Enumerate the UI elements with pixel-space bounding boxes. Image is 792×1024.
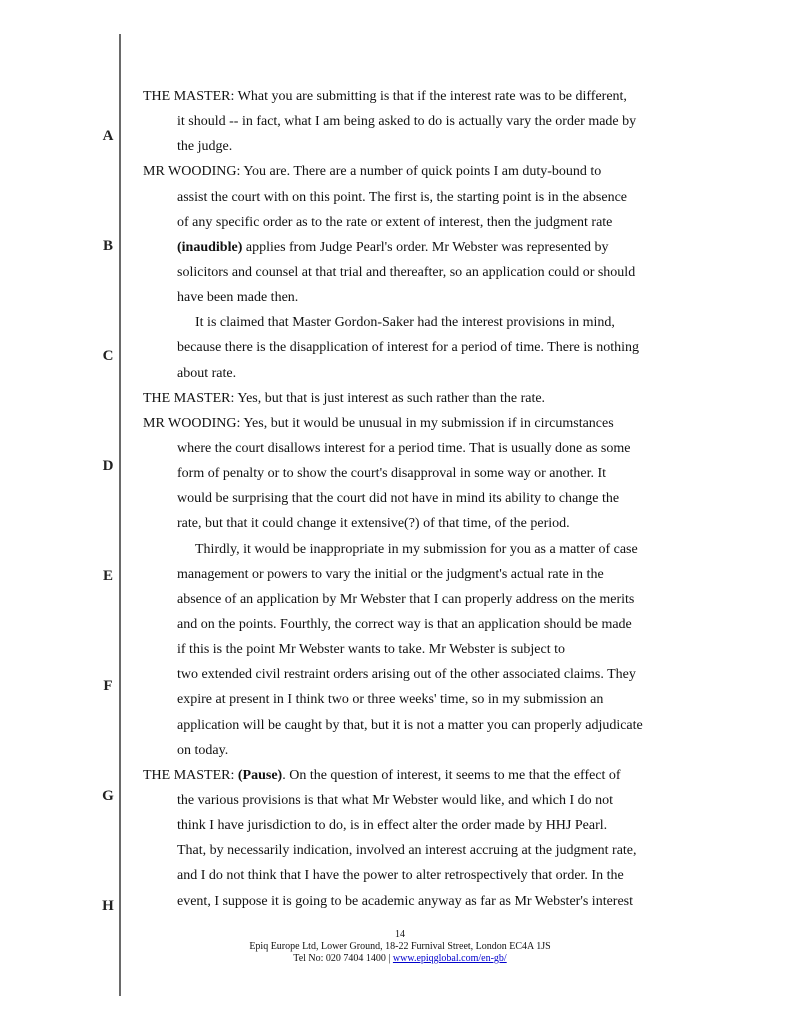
transcript-text: form of penalty or to show the court's disapproval in some way or another. It bbox=[177, 466, 607, 482]
transcript-line bbox=[143, 889, 683, 914]
margin-letter-b: B bbox=[102, 238, 113, 254]
transcript-text: expire at present in I think two or three weeks' time, so in my submission an bbox=[177, 692, 604, 708]
transcript-line bbox=[143, 511, 683, 536]
transcript-line bbox=[143, 713, 683, 738]
margin-letter-f: F bbox=[103, 678, 113, 694]
transcript-text: the judge. bbox=[177, 139, 233, 155]
transcript-text: the various provisions is that what Mr Webster would like, and which I do not bbox=[177, 792, 614, 808]
transcript-annotation: (Pause) bbox=[237, 767, 283, 783]
contact-line bbox=[150, 953, 650, 965]
transcript-text: THE MASTER: bbox=[143, 767, 238, 783]
transcript-text: rate, but that it could change it extensive(?) of that time, of the period. bbox=[177, 516, 570, 532]
transcript-text: MR WOODING: Yes, but it would be unusual in my submission if in circumstances bbox=[143, 415, 614, 431]
website-link[interactable]: www.epiqglobal.com/en-gb/ bbox=[392, 953, 507, 964]
transcript-text: solicitors and counsel at that trial and thereafter, so an application could or should bbox=[177, 264, 636, 280]
speaker-line bbox=[143, 84, 683, 109]
speaker-line bbox=[143, 159, 683, 184]
margin-letter-h: H bbox=[102, 898, 114, 914]
transcript-line bbox=[143, 361, 683, 386]
transcript-line bbox=[143, 838, 683, 863]
transcript-line bbox=[143, 662, 683, 687]
margin-letter-d: D bbox=[102, 458, 114, 474]
transcript-line bbox=[143, 185, 683, 210]
telephone-text: Tel No: 020 7404 1400 | bbox=[293, 953, 393, 964]
margin-letter-g: G bbox=[102, 788, 114, 804]
transcript-text: it should -- in fact, what I am being asked to do is actually vary the order made by bbox=[177, 114, 637, 130]
transcript-text: because there is the disapplication of interest for a period of time. There is nothing bbox=[177, 340, 639, 356]
margin-rule bbox=[119, 34, 121, 996]
transcript-line bbox=[143, 310, 683, 335]
page-number: 14 bbox=[395, 929, 405, 940]
transcript-line bbox=[143, 285, 683, 310]
transcript-text: on today. bbox=[177, 742, 229, 758]
transcript-text: MR WOODING: You are. There are a number of quick points I am duty-bound to bbox=[143, 164, 602, 180]
transcript-line bbox=[143, 738, 683, 763]
transcript-line bbox=[143, 687, 683, 712]
transcript-text: event, I suppose it is going to be academic anyway as far as Mr Webster's interest bbox=[177, 893, 634, 909]
transcript-text: if this is the point Mr Webster wants to take. Mr Webster is subject to bbox=[177, 642, 566, 658]
transcript-line bbox=[143, 335, 683, 360]
transcript-text: would be surprising that the court did not have in mind its ability to change the bbox=[177, 491, 620, 507]
transcript-text: think I have jurisdiction to do, is in effect alter the order made by HHJ Pearl. bbox=[177, 818, 608, 834]
transcript-line bbox=[143, 863, 683, 888]
transcript-text: and I do not think that I have the power to alter retrospectively that order. In the bbox=[177, 868, 624, 884]
margin-letter-a: A bbox=[102, 128, 114, 144]
transcript-annotation: (inaudible) bbox=[177, 239, 243, 255]
transcript-text: absence of an application by Mr Webster that I can properly address on the merits bbox=[177, 591, 635, 607]
transcript-line bbox=[143, 109, 683, 134]
transcript-text: have been made then. bbox=[177, 290, 299, 306]
transcript-text: of any specific order as to the rate or extent of interest, then the judgment rate bbox=[177, 214, 613, 230]
speaker-line bbox=[143, 411, 683, 436]
transcript-line bbox=[143, 612, 683, 637]
transcript-text: That, by necessarily indication, involved an interest accruing at the judgment rate, bbox=[177, 843, 637, 859]
transcript-line bbox=[143, 788, 683, 813]
transcript-line bbox=[143, 260, 683, 285]
transcript-line bbox=[143, 637, 683, 662]
transcript-text: management or powers to vary the initial or the judgment's actual rate in the bbox=[177, 566, 604, 582]
transcript-line bbox=[143, 486, 683, 511]
transcript-line bbox=[143, 436, 683, 461]
speaker-line bbox=[143, 763, 683, 788]
company-address: Epiq Europe Ltd, Lower Ground, 18-22 Furnival Street, London EC4A 1JS bbox=[249, 941, 551, 952]
transcript-line bbox=[143, 813, 683, 838]
transcript-text: . On the question of interest, it seems to me that the effect of bbox=[282, 767, 621, 783]
transcript-text: assist the court with on this point. The first is, the starting point is in the absence bbox=[177, 189, 628, 205]
transcript-text: THE MASTER: Yes, but that is just interest as such rather than the rate. bbox=[143, 390, 546, 406]
transcript-text: It is claimed that Master Gordon-Saker had the interest provisions in mind, bbox=[195, 315, 615, 331]
transcript-line bbox=[143, 537, 683, 562]
transcript-line bbox=[143, 587, 683, 612]
transcript-body bbox=[143, 84, 683, 914]
transcript-line bbox=[143, 461, 683, 486]
transcript-text: where the court disallows interest for a period time. That is usually done as some bbox=[177, 440, 631, 456]
transcript-text: about rate. bbox=[177, 365, 237, 381]
transcript-text: two extended civil restraint orders arising out of the other associated claims. They bbox=[177, 667, 636, 683]
transcript-text: application will be caught by that, but it is not a matter you can properly adjudicate bbox=[177, 717, 643, 733]
transcript-text: Thirdly, it would be inappropriate in my submission for you as a matter of case bbox=[195, 541, 638, 557]
margin-letter-c: C bbox=[102, 348, 114, 364]
transcript-text: and on the points. Fourthly, the correct way is that an application should be made bbox=[177, 616, 632, 632]
transcript-text: THE MASTER: What you are submitting is that if the interest rate was to be different, bbox=[143, 89, 627, 104]
transcript-line bbox=[143, 210, 683, 235]
transcript-text: applies from Judge Pearl's order. Mr Webster was represented by bbox=[242, 239, 609, 255]
margin-letter-e: E bbox=[102, 568, 113, 584]
transcript-line bbox=[143, 134, 683, 159]
page-footer bbox=[150, 929, 650, 965]
transcript-line bbox=[143, 235, 683, 260]
speaker-line bbox=[143, 386, 683, 411]
transcript-line bbox=[143, 562, 683, 587]
